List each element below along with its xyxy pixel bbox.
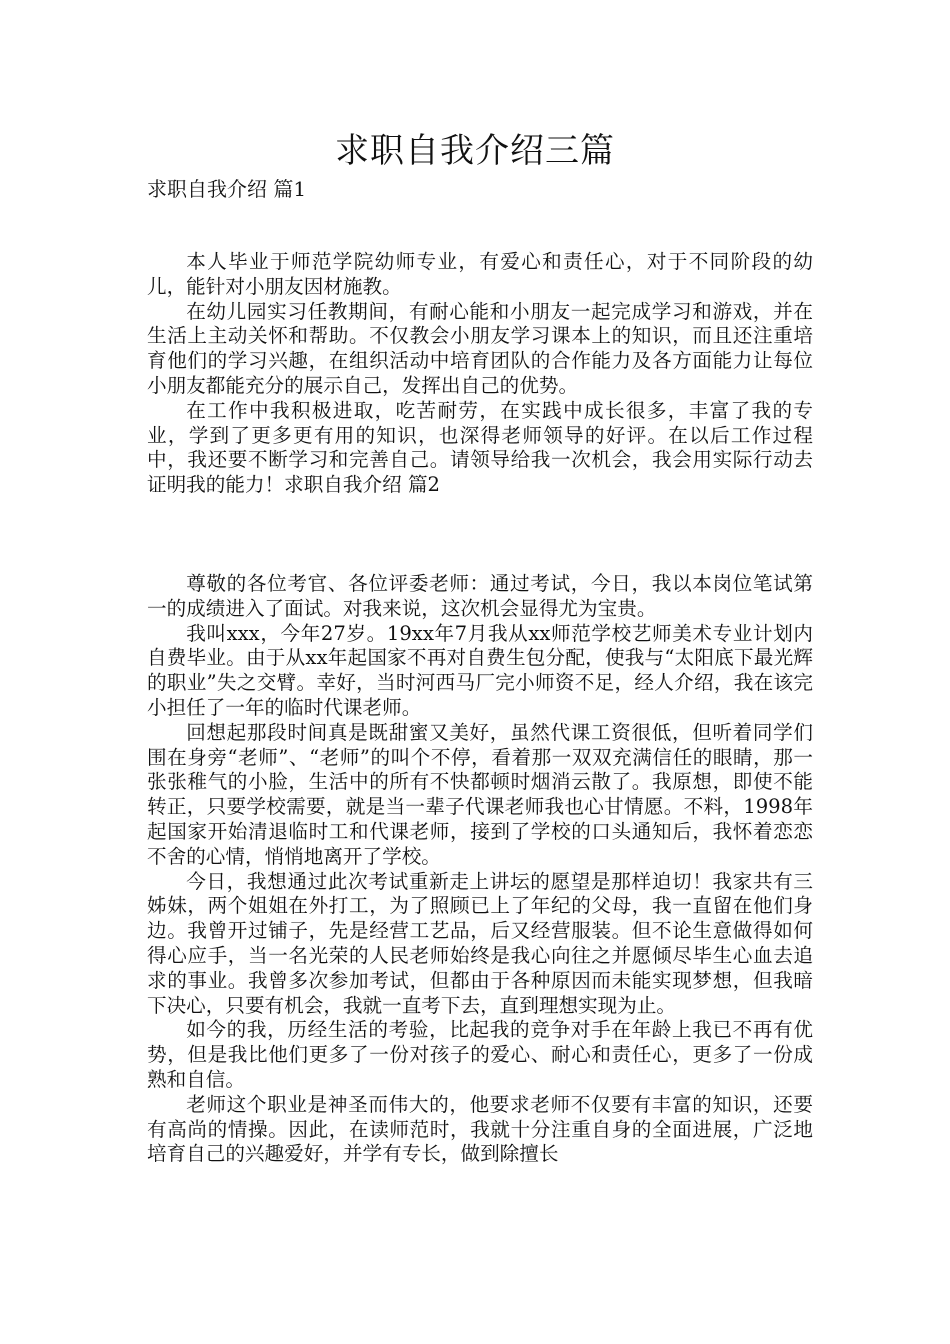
section-1-body [147, 250, 813, 498]
paragraph: 老师这个职业是神圣而伟大的，他要求老师不仅要有丰富的知识，还要有高尚的情操。因此，在读师范时，我就十分注重自身的全面进展，广泛地培育自己的兴趣爱好，并学有专长，做到除擅长 [147, 1092, 813, 1166]
paragraph: 如今的我，历经生活的考验，比起我的竞争对手在年龄上我已不再有优势，但是我比他们更多了一份对孩子的爱心、耐心和责任心，更多了一份成熟和自信。 [147, 1018, 813, 1091]
section-2-body [147, 572, 813, 1167]
paragraph: 回想起那段时间真是既甜蜜又美好，虽然代课工资很低，但听着同学们围在身旁“老师”、“老师”的叫个不停，看着那一双双充满信任的眼睛，那一张张稚气的小脸，生活中的所有不快都顿时烟消云散了。我原想，即使不能转正，只要学校需要，就是当一辈子代课老师我也心甘情愿。不料，1998年起国家开始清退临时工和代课老师，接到了学校的口头通知后，我怀着恋恋不舍的心情，悄悄地离开了学校。 [147, 720, 813, 868]
paragraph: 今日，我想通过此次考试重新走上讲坛的愿望是那样迫切！我家共有三姊妹，两个姐姐在外打工，为了照顾已上了年纪的父母，我一直留在他们身边。我曾开过铺子，先是经营工艺品，后又经营服装。但不论生意做得如何得心应手，当一名光荣的人民老师始终是我心向往之并愿倾尽毕生心血去追求的事业。我曾多次参加考试，但都由于各种原因而未能实现梦想，但我暗下决心，只要有机会，我就一直考下去，直到理想实现为止。 [147, 869, 813, 1017]
paragraph: 在幼儿园实习任教期间，有耐心能和小朋友一起完成学习和游戏，并在生活上主动关怀和帮助。不仅教会小朋友学习课本上的知识，而且还注重培育他们的学习兴趣，在组织活动中培育团队的合作能力及各方面能力让每位小朋友都能充分的展示自己，发挥出自己的优势。 [147, 299, 813, 397]
paragraph: 尊敬的各位考官、各位评委老师：通过考试，今日，我以本岗位笔试第一的成绩进入了面试。对我来说，这次机会显得尤为宝贵。 [147, 572, 813, 620]
document-title: 求职自我介绍三篇 [335, 131, 615, 171]
paragraph: 本人毕业于师范学院幼师专业，有爱心和责任心，对于不同阶段的幼儿，能针对小朋友因材施教。 [147, 250, 813, 298]
paragraph: 我叫xxx，今年27岁。19xx年7月我从xx师范学校艺师美术专业计划内自费毕业。由于从xx年起国家不再对自费生包分配，使我与“太阳底下最光辉的职业”失之交臂。幸好，当时河西马厂完小师资不足，经人介绍，我在该完小担任了一年的临时代课老师。 [147, 621, 813, 719]
section-heading: 求职自我介绍 篇1 [147, 177, 307, 201]
paragraph: 在工作中我积极进取，吃苦耐劳，在实践中成长很多，丰富了我的专业，学到了更多更有用的知识，也深得老师领导的好评。在以后工作过程中，我还要不断学习和完善自己。请领导给我一次机会，我会用实际行动去证明我的能力！求职自我介绍 篇2 [147, 398, 813, 497]
